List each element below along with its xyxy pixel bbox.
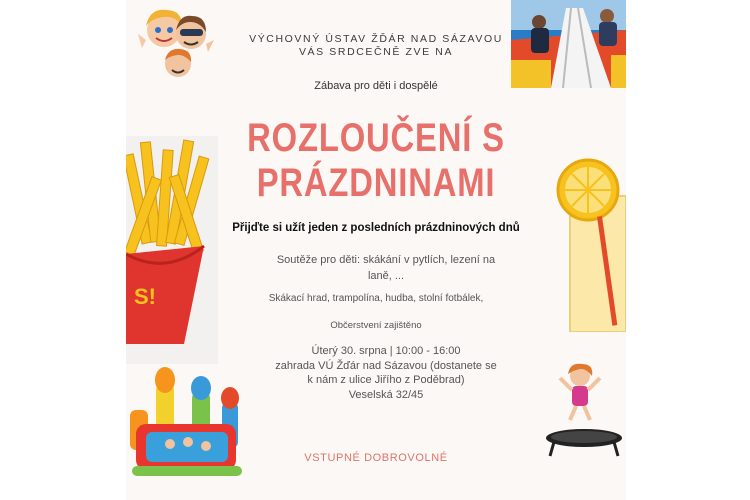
competitions-text [266,252,506,284]
subtitle: Zábava pro děti i dospělé [314,80,438,92]
organizer-name: VÝCHOVNÝ ÚSTAV ŽĎÁR NAD SÁZAVOU [249,33,503,45]
event-poster [126,0,626,500]
event-title-line1: ROZLOUČENÍ S [247,116,505,160]
event-place-line1: zahrada VÚ Žďár nad Sázavou (dostanete se [275,359,497,372]
event-date: Úterý 30. srpna | 10:00 - 16:00 [311,345,461,357]
date-place-block [266,344,506,402]
organizer-header [126,33,626,59]
invitation-line: VÁS SRDCEČNĚ ZVE NA [298,46,454,58]
event-place-line2: k nám z ulice Jiřího z Poděbrad) [307,374,465,387]
competitions-line2: laně, ... [367,270,405,282]
refreshments-text: Občerstvení zajištěno [330,320,422,331]
tagline: Přijďte si užít jeden z posledních prázdninových dnů [232,222,520,234]
event-title [171,116,581,206]
trampoline-girl-image [544,362,626,458]
competitions-line1: Soutěže pro děti: skákání v pytlích, lezení na [276,254,496,266]
activities-text: Skákací hrad, trampolína, hudba, stolní fotbálek, [268,293,484,304]
event-title-line2: PRÁZDNINAMI [256,161,496,205]
fries-box-text: S! [134,284,156,309]
entry-fee-note: VSTUPNÉ DOBROVOLNÉ [304,452,448,464]
event-address: Veselská 32/45 [348,388,424,401]
